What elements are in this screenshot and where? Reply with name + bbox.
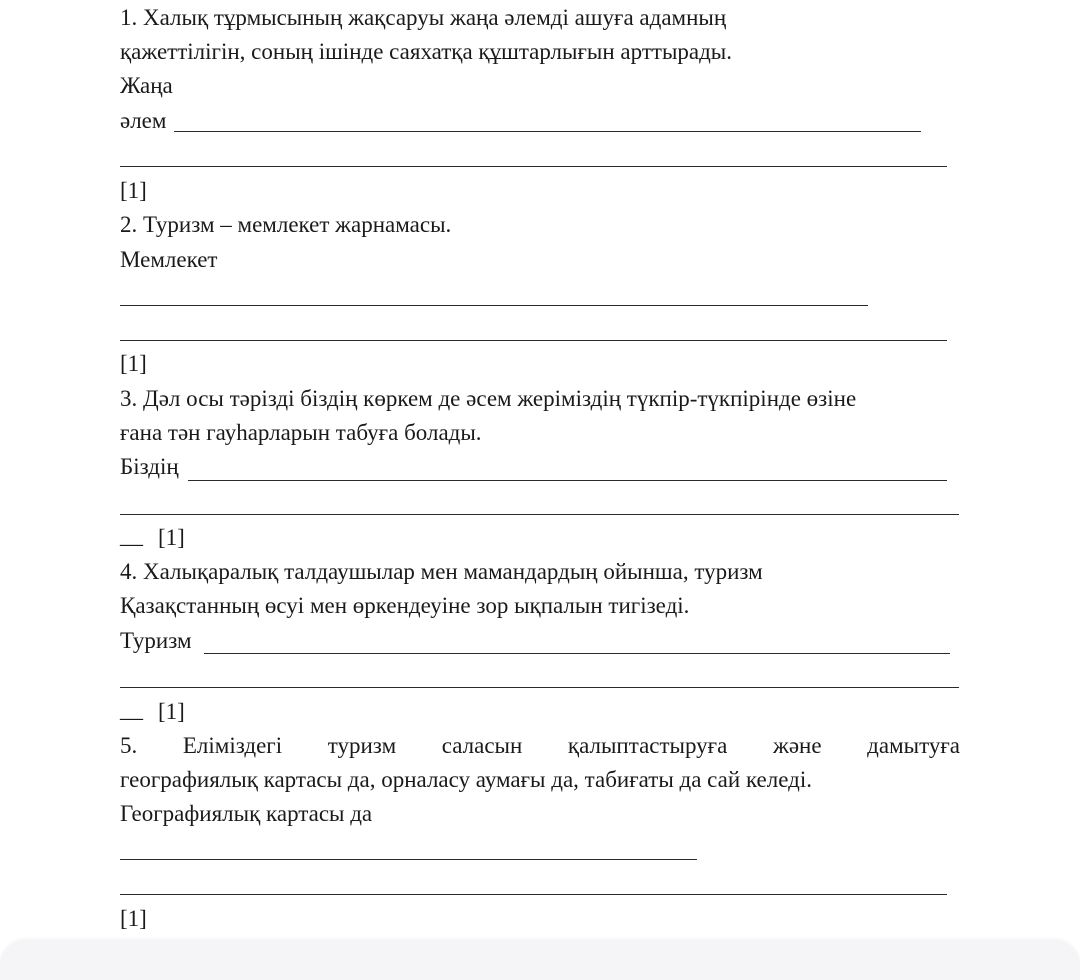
question-4-answer-line[interactable] — [120, 687, 959, 688]
question-3-answer-prefix: Біздің — [120, 454, 179, 479]
question-3-text-line-1: 3. Дәл осы тәрізді біздің көркем де әсем жеріміздің түкпір-түкпірінде өзіне — [120, 386, 857, 411]
question-1-answer-prefix-1: Жаңа — [120, 73, 173, 98]
question-3-mark: [1] — [158, 525, 185, 550]
question-4-text-line-2: Қазақстанның өсуі мен өркендеуіне зор ықпалын тигізеді. — [120, 593, 690, 618]
question-5-mark: [1] — [120, 906, 147, 931]
question-2-text-line-1: 2. Туризм – мемлекет жарнамасы. — [120, 212, 452, 237]
question-4-mark: [1] — [158, 699, 185, 724]
question-3-text-line-2: ғана тән гауһарларын табуға болады. — [120, 420, 482, 445]
question-4-text-line-1: 4. Халықаралық талдаушылар мен мамандардың ойынша, туризм — [120, 559, 763, 584]
question-1-text-line-1: 1. Халық тұрмысының жақсаруы жаңа әлемді ашуға адамның — [120, 5, 727, 30]
question-2-answer-prefix: Мемлекет — [120, 247, 218, 272]
question-2-answer-line[interactable] — [120, 305, 868, 306]
question-1-answer-line[interactable] — [174, 131, 921, 132]
question-5-text-line-1: 5. Еліміздегі туризм саласын қалыптастыруға және дамытуға — [120, 733, 960, 758]
question-3-answer-line[interactable] — [188, 480, 947, 481]
bottom-sheet-edge — [0, 940, 1080, 980]
question-2-answer-line[interactable] — [120, 340, 947, 341]
question-1-mark: [1] — [120, 178, 147, 203]
question-3-answer-line[interactable] — [120, 514, 959, 515]
question-4-answer-prefix: Туризм — [120, 628, 192, 653]
question-3-blank: __ — [120, 523, 143, 548]
question-1-answer-prefix-2: әлем — [120, 108, 167, 133]
question-4-blank: __ — [120, 697, 143, 722]
question-5-answer-prefix: Географиялық картасы да — [120, 801, 373, 826]
question-2-mark: [1] — [120, 351, 147, 376]
question-5-answer-line[interactable] — [120, 894, 947, 895]
question-4-answer-line[interactable] — [204, 653, 950, 654]
question-1-answer-line[interactable] — [120, 166, 947, 167]
question-1-text-line-2: қажеттілігін, соның ішінде саяхатқа құштарлығын арттырады. — [120, 39, 733, 64]
question-5-answer-line[interactable] — [120, 859, 697, 860]
question-5-text-line-2: географиялық картасы да, орналасу аумағы да, табиғаты да сай келеді. — [120, 767, 812, 792]
